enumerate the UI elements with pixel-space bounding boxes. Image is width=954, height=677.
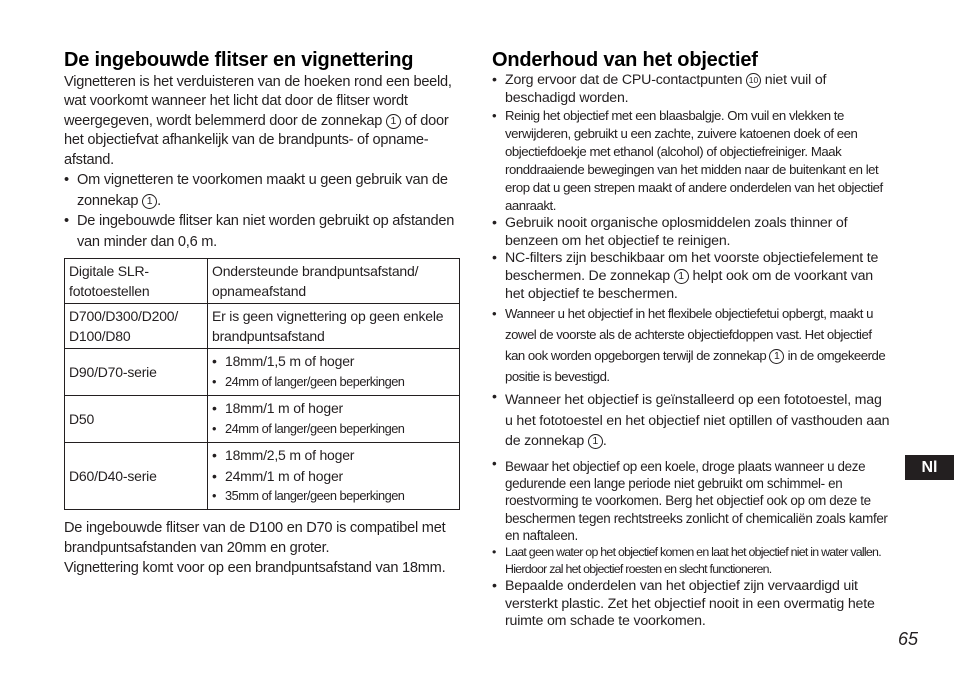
spec-item: • 24mm of langer/geen beperkingen [212,419,455,440]
lens-care-list [492,72,892,631]
spec-cell [208,349,460,396]
header-focal-length: Ondersteunde brandpuntsafstand/ opnameafstand [208,259,460,304]
flash-bullet-list [64,170,458,252]
care-item-plastic: • Bepaalde onderdelen van het objectief zijn vervaardigd uit versterkt plastic. Zet het objectief nooit in een overmatig hete ruimte om schade te voorkomen. [492,578,892,631]
callout-1-icon: 1 [142,194,157,209]
care-item-cool-dry: • Bewaar het objectief op een koele, droge plaats wanneer u deze gedurende een lange periode niet gebruikt om schimmel- en roestvorming te voorkomen. Berg het objectief ook op om deze te beschermen tegen rechtstreeks zonlicht of chemicaliën zoals kamfer en naftaleen. [492,455,892,544]
compatibility-notes [64,518,460,579]
note-d100-d70: De ingebouwde flitser van de D100 en D70 is compatibel met brandpuntsafstanden van 20mm en groter. [64,520,446,557]
table-header-row [65,259,460,304]
callout-10-icon: 10 [746,73,761,88]
care-item-cpu-contacts: • Zorg ervoor dat de CPU-contactpunten 10 niet vuil of beschadigd worden. [492,72,892,107]
care-item-nc-filters: • NC-filters zijn beschikbaar om het voorste objectiefelement te beschermen. De zonnekap 1 helpt ook om de voorkant van het objectief te beschermen. [492,250,892,303]
care-item-solvents: • Gebruik nooit organische oplosmiddelen zoals thinner of benzeen om het objectief te reinigen. [492,215,892,250]
spec-cell [208,443,460,510]
camera-cell: D60/D40-serie [65,443,208,510]
spec-item: • 24mm of langer/geen beperkingen [212,372,455,393]
spec-item: • 24mm/1 m of hoger [212,466,455,487]
spec-item: • 18mm/1 m of hoger [212,398,455,419]
callout-1-icon: 1 [674,269,689,284]
spec-item: • 35mm of langer/geen beperkingen [212,486,455,507]
spec-cell: Er is geen vignettering op geen enkele brandpuntsafstand [208,304,460,349]
intro-paragraph [64,73,458,170]
language-tab: Nl [905,455,954,480]
bullet-min-distance: • De ingebouwde flitser kan niet worden gebruikt op afstanden van minder dan 0,6 m. [64,211,458,252]
callout-1-icon: 1 [588,434,603,449]
spec-cell [208,396,460,443]
intro-text-end: of door het objectiefvat afhankelijk van de brandpunts- of opname-afstand. [64,112,449,168]
camera-cell: D50 [65,396,208,443]
right-column [492,48,892,631]
table-row [65,396,460,443]
camera-cell: D90/D70-serie [65,349,208,396]
header-cameras: Digitale SLR-fototoestellen [65,259,208,304]
spec-item: • 18mm/2,5 m of hoger [212,445,455,466]
care-item-storage-caps: • Wanneer u het objectief in het flexibele objectiefetui opbergt, maakt u zowel de voorste als de achterste objectiefdoppen vast. Het objectief kan ook worden opgeborgen terwijl de zonnekap 1 in de omgekeerde positie is bevestigd. [492,303,892,387]
care-item-lifting: • Wanneer het objectief is geïnstalleerd op een fototoestel, mag u het fototoestel en het objectief niet optillen of vasthouden aan de zonnekap 1 . [492,387,892,455]
table-row [65,349,460,396]
table-row [65,443,460,510]
table-row [65,304,460,349]
section-title-flash-vignetting: De ingebouwde flitser en vignettering [64,49,414,71]
intro-text-start: Vignetteren is het verduisteren van de hoeken rond een beeld, wat voorkomt wanneer het licht dat door de flitser wordt weergegeven, wordt belemmerd door de zonnekap [64,74,452,129]
bullet-avoid-vignetting: • Om vignetteren te voorkomen maakt u geen gebruik van de zonnekap 1 . [64,170,458,211]
callout-1-icon: 1 [386,114,401,129]
care-item-cleaning: • Reinig het objectief met een blaasbalgje. Om vuil en vlekken te verwijderen, gebruikt u een zachte, zuivere katoenen doek of een objectiefdoekje met ethanol (alcohol) of objectiefreiniger. Maak ronddraaiende bewegingen van het midden naar de buitenkant en let erop dat u geen strepen maakt of andere onderdelen van het objectief aanraakt. [492,107,892,215]
note-18mm: Vignettering komt voor op een brandpuntsafstand van 18mm. [64,560,446,577]
left-column [64,48,458,252]
care-item-water: • Laat geen water op het objectief komen en laat het objectief niet in water vallen. Hierdoor zal het objectief roesten en slecht functioneren. [492,544,892,578]
vignetting-table [64,258,460,510]
page-number: 65 [898,629,919,649]
spec-item: • 18mm/1,5 m of hoger [212,351,455,372]
section-title-lens-care: Onderhoud van het objectief [492,49,758,71]
camera-cell: D700/D300/D200/ D100/D80 [65,304,208,349]
callout-1-icon: 1 [769,349,784,364]
